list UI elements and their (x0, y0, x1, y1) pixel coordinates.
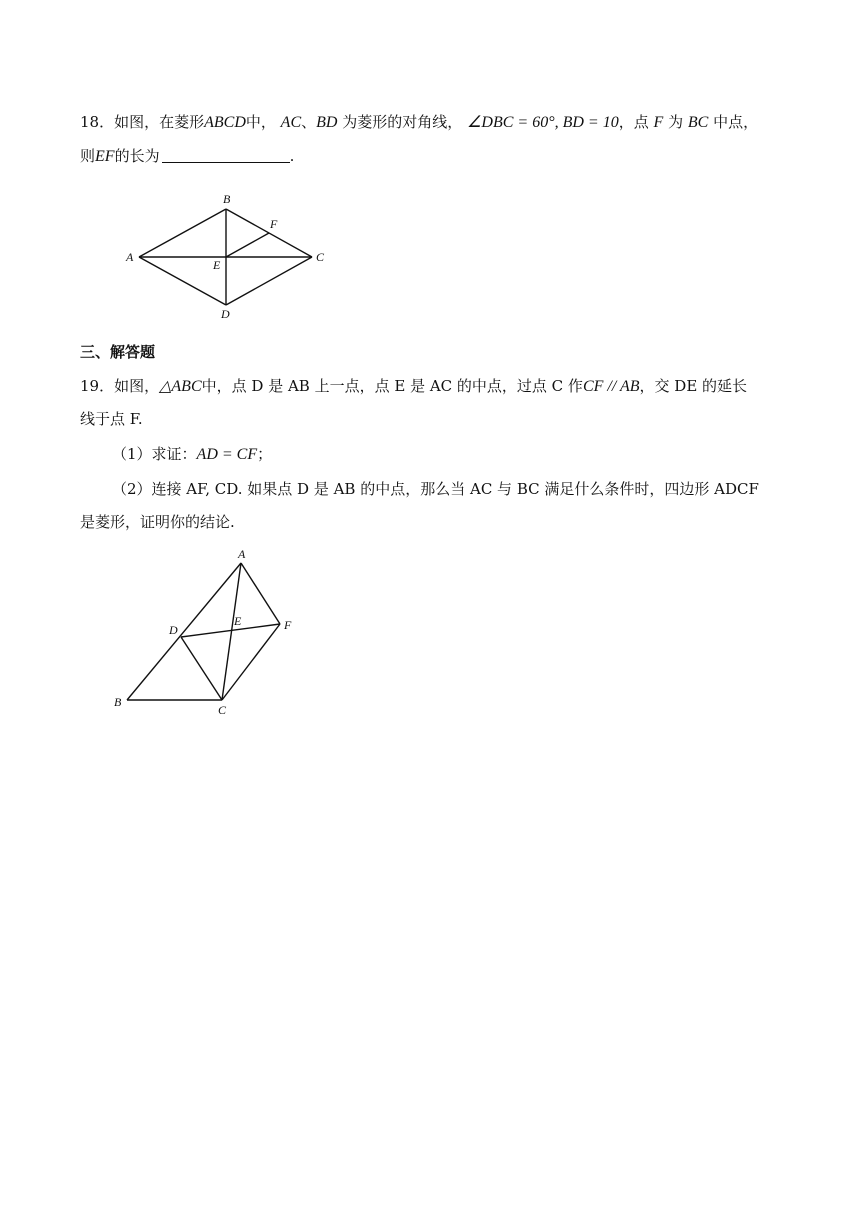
label-e: E (234, 614, 242, 628)
segment-dc (181, 637, 222, 700)
q18-math-bc: BC (687, 114, 709, 131)
q19-text: （1）求证： (112, 445, 197, 463)
q19-math-parallel: CF // AB (582, 378, 640, 395)
label-c: C (218, 703, 227, 717)
q18-text: 中点， (713, 113, 759, 131)
q19-text: ，交 DE 的延长 (639, 377, 748, 395)
label-b: B (114, 695, 122, 709)
section-heading: 三、解答题 (80, 343, 156, 361)
q18-text: 为菱形的对角线， (342, 113, 463, 131)
q19-line-2: 线于点 F. (80, 410, 143, 428)
q19-part-2-line-2: 是菱形，证明你的结论. (80, 513, 235, 531)
q18-text: ，点 (618, 113, 649, 131)
q18-math-condition: ∠DBC = 60°, BD = 10 (467, 114, 619, 131)
q18-math-f: F (653, 114, 664, 131)
label-a: A (238, 547, 246, 561)
q18-text: 18．如图，在菱形 (80, 113, 205, 131)
label-d: D (169, 623, 178, 637)
label-a: A (126, 250, 134, 264)
label-b: B (223, 192, 231, 206)
q18-text: 则 (80, 147, 96, 165)
q19-math-triangle: △ABC (159, 378, 202, 395)
label-d: D (221, 307, 230, 321)
q19-text: ； (257, 445, 273, 463)
label-c: C (316, 250, 325, 264)
q19-math-equation: AD = CF (196, 446, 258, 463)
q18-text: . (289, 147, 295, 165)
label-f: F (270, 217, 278, 231)
q19-text: 中，点 D 是 AB 上一点，点 E 是 AC 的中点，过点 C 作 (201, 377, 583, 395)
q18-text: 的长为 (114, 147, 160, 165)
q18-math-ac: AC (280, 114, 302, 131)
q18-math-abcd: ABCD (204, 114, 246, 131)
label-f: F (284, 618, 292, 632)
q18-text: 为 (668, 113, 684, 131)
q18-math-bd: BD (316, 114, 338, 131)
label-e: E (213, 258, 221, 272)
q18-text: 、 (301, 113, 317, 131)
q18-text: 中， (245, 113, 276, 131)
q19-part-2-line-1: （2）连接 AF, CD. 如果点 D 是 AB 的中点，那么当 AC 与 BC 满足什么条件时，四边形 ADCF (112, 480, 759, 498)
q19-text: 19．如图， (80, 377, 160, 395)
q18-math-ef: EF (95, 148, 115, 165)
segment-af (241, 563, 280, 624)
